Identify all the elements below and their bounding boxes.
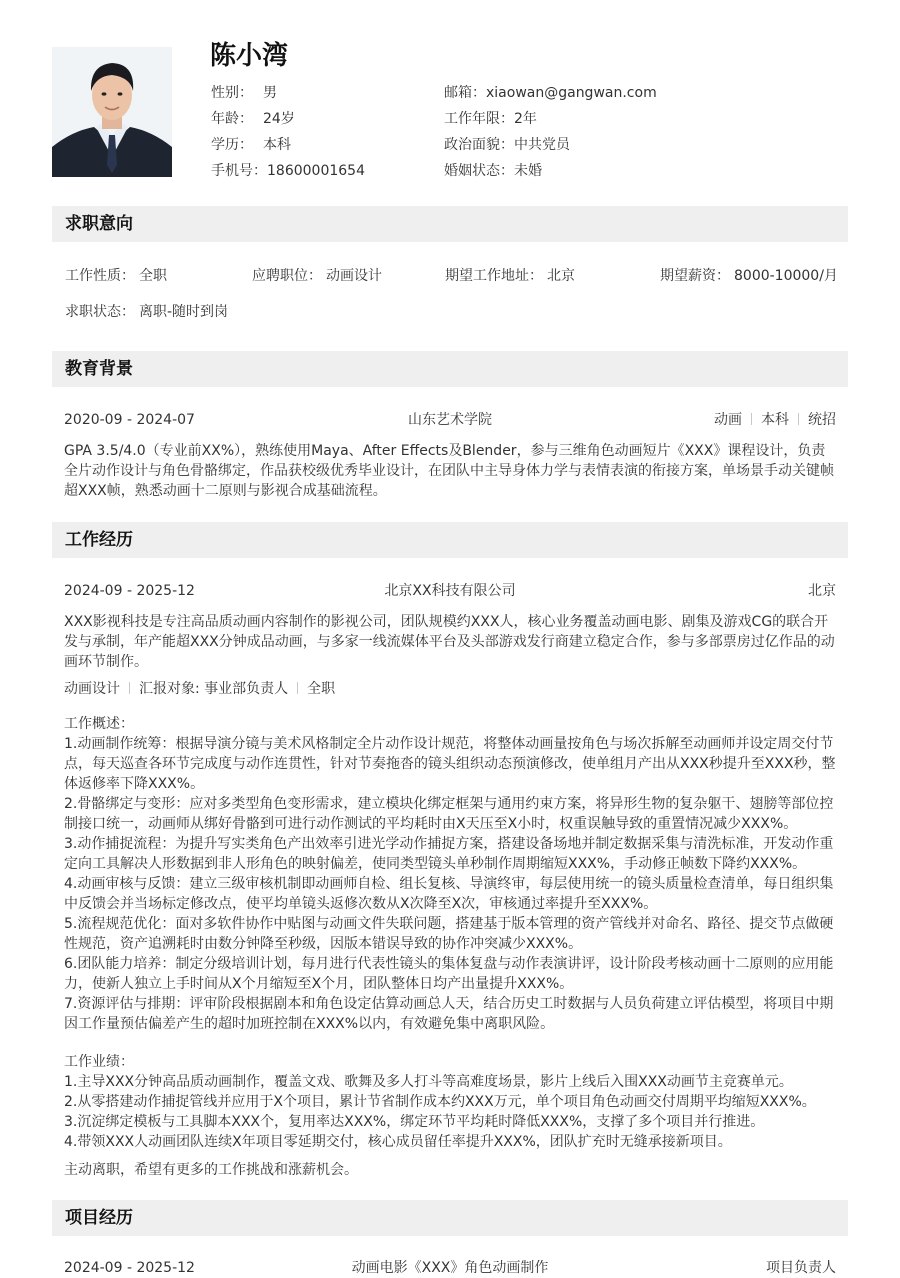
work-years-value: 2年 <box>514 111 537 127</box>
avatar-photo <box>52 47 172 177</box>
achievement-item: 2.从零搭建动作捕捉管线并应用于X个项目，累计节省制作成本约XXX万元，单个项目角色动画交付周期平均缩短XXX%。 <box>64 1094 816 1110</box>
position-value: 动画设计 <box>326 268 382 284</box>
education-level-value: 本科 <box>263 137 291 153</box>
section-title: 工作经历 <box>65 530 133 550</box>
job-status-label: 求职状态： <box>65 304 135 320</box>
school-name: 山东艺术学院 <box>408 412 492 428</box>
work-overview <box>64 714 836 1034</box>
phone-row <box>211 161 365 181</box>
leave-reason: 主动离职，希望有更多的工作挑战和涨薪机会。 <box>64 1162 358 1178</box>
achievement-item: 4.带领XXX人动画团队连续X年项目零延期交付，核心成员留任率提升XXX%，团队扩充时无缝承接新项目。 <box>64 1134 732 1150</box>
age-row <box>211 109 295 129</box>
gender-row <box>211 83 277 103</box>
section-project-header <box>52 1200 848 1236</box>
phone-label: 手机号： <box>211 163 267 179</box>
work-type: 全职 <box>307 681 336 697</box>
work-years-label: 工作年限： <box>444 111 514 127</box>
project-period: 2024-09 - 2025-12 <box>64 1260 195 1276</box>
overview-item: 7.资源评估与排期：评审阶段根据剧本和角色设定估算动画总人天，结合历史工时数据与人员负荷建立评估模型，将项目中期因工作量预估偏差产生的超时加班控制在XXX%以内，有效避免集中离职风险。 <box>64 996 834 1032</box>
overview-item: 1.动画制作统筹：根据导演分镜与美术风格制定全片动作设计规范，将整体动画量按角色与场次拆解至动画师并设定周交付节点，每天巡查各环节完成度与动作连贯性，针对节奏拖沓的镜头组织动态预演修改，使单组月产出从XXX秒提升至XXX秒，整体返修率下降XXX%。 <box>64 736 836 792</box>
gender-label: 性别： <box>211 85 253 101</box>
education-period: 2020-09 - 2024-07 <box>64 412 195 428</box>
major: 动画 <box>714 412 742 428</box>
email-label: 邮箱： <box>444 85 486 101</box>
email-value[interactable]: xiaowan@gangwan.com <box>486 85 657 101</box>
work-period: 2024-09 - 2025-12 <box>64 583 195 599</box>
salary-value: 8000-10000/月 <box>734 268 838 284</box>
marital-value: 未婚 <box>514 163 542 179</box>
job-status-value: 离职-随时到岗 <box>139 304 229 320</box>
phone-value: 18600001654 <box>267 163 365 179</box>
avatar-illustration <box>52 47 172 177</box>
position-row <box>252 266 382 286</box>
work-city: 北京 <box>808 583 836 599</box>
job-type-row <box>65 266 167 286</box>
politics-value: 中共党员 <box>514 137 570 153</box>
location-value: 北京 <box>547 268 575 284</box>
age-label: 年龄： <box>211 111 253 127</box>
location-row <box>445 266 575 286</box>
marital-label: 婚姻状态： <box>444 163 514 179</box>
salary-label: 期望薪资： <box>660 268 730 284</box>
degree: 本科 <box>761 412 789 428</box>
section-job-intent-header <box>52 206 848 242</box>
salary-row <box>660 266 838 286</box>
politics-row <box>444 135 570 155</box>
achievements-title: 工作业绩： <box>64 1054 134 1070</box>
section-title: 项目经历 <box>65 1208 133 1228</box>
overview-item: 3.动作捕捉流程：为提升写实类角色产出效率引进光学动作捕捉方案，搭建设备场地并制定数据采集与清洗标准，开发动作重定向工具解决人形数据到非人形角色的映射偏差，使同类型镜头单秒制作周期缩短XXX%，手动修正帧数下降约XXX%。 <box>64 836 834 872</box>
age-value: 24岁 <box>263 111 295 127</box>
job-status-row <box>65 302 228 322</box>
section-education-header <box>52 351 848 387</box>
section-work-header <box>52 522 848 558</box>
job-type-value: 全职 <box>139 268 167 284</box>
job-type-label: 工作性质： <box>65 268 135 284</box>
project-name: 动画电影《XXX》角色动画制作 <box>351 1260 549 1276</box>
achievement-item: 1.主导XXX分钟高品质动画制作，覆盖文戏、歌舞及多人打斗等高难度场景，影片上线后入围XXX动画节主竞赛单元。 <box>64 1074 793 1090</box>
divider <box>798 413 799 425</box>
marital-row <box>444 161 542 181</box>
company-name: 北京XX科技有限公司 <box>384 583 516 599</box>
report-to: 汇报对象: 事业部负责人 <box>139 681 289 697</box>
section-title: 教育背景 <box>65 359 133 379</box>
education-level-label: 学历： <box>211 137 253 153</box>
project-role: 项目负责人 <box>766 1260 836 1276</box>
divider <box>129 682 130 694</box>
work-years-row <box>444 109 537 129</box>
location-label: 期望工作地址： <box>445 268 543 284</box>
enrollment-mode: 统招 <box>808 412 836 428</box>
education-description: GPA 3.5/4.0（专业前XX%），熟练使用Maya、After Effects及Blender，参与三维角色动画短片《XXX》课程设计，负责全片动作设计与角色骨骼绑定，作品获校级优秀毕业设计，在团队中主导身体力学与表情表演的衔接方案，单场景手动关键帧超XXX帧，熟悉动画十二原则与影视合成基础流程。 <box>64 443 834 499</box>
work-role: 动画设计 <box>64 681 120 697</box>
gender-value: 男 <box>263 85 277 101</box>
section-title: 求职意向 <box>65 214 133 234</box>
overview-item: 5.流程规范优化：面对多软件协作中贴图与动画文件失联问题，搭建基于版本管理的资产管线并对命名、路径、提交节点做硬性规范，资产追溯耗时由数分钟降至秒级，因版本错误导致的协作冲突减少XXX%。 <box>64 916 834 952</box>
overview-title: 工作概述： <box>64 716 134 732</box>
work-tags <box>64 679 335 699</box>
politics-label: 政治面貌： <box>444 137 514 153</box>
email-row <box>444 83 657 103</box>
divider <box>751 413 752 425</box>
divider <box>297 682 298 694</box>
position-label: 应聘职位： <box>252 268 322 284</box>
work-achievements <box>64 1052 836 1152</box>
overview-item: 4.动画审核与反馈：建立三级审核机制即动画师自检、组长复核、导演终审，每层使用统一的镜头质量检查清单，每日组织集中反馈会并当场标定修改点，使平均单镜头返修次数从X次降至X次，审核通过率提升至XXX%。 <box>64 876 834 912</box>
company-description: XXX影视科技是专注高品质动画内容制作的影视公司，团队规模约XXX人，核心业务覆盖动画电影、剧集及游戏CG的联合开发与承制，年产能超XXX分钟成品动画，与多家一线流媒体平台及头部游戏发行商建立稳定合作，参与多部票房过亿作品的动画环节制作。 <box>64 614 835 670</box>
overview-item: 2.骨骼绑定与变形：应对多类型角色变形需求，建立模块化绑定框架与通用约束方案，将异形生物的复杂躯干、翅膀等部位控制接口统一，动画师从绑好骨骼到可进行动作测试的平均耗时由X天压至X小时，权重误触导致的重置情况减少XXX%。 <box>64 796 834 832</box>
overview-item: 6.团队能力培养：制定分级培训计划，每月进行代表性镜头的集体复盘与动作表演讲评，设计阶段考核动画十二原则的应用能力，使新人独立上手时间从X个月缩短至X个月，团队整体日均产出量提升XXX%。 <box>64 956 834 992</box>
candidate-name: 陈小湾 <box>210 41 289 71</box>
education-tags <box>600 410 836 430</box>
achievement-item: 3.沉淀绑定模板与工具脚本XXX个，复用率达XXX%，绑定环节平均耗时降低XXX%，支撑了多个项目并行推进。 <box>64 1114 765 1130</box>
education-level-row <box>211 135 291 155</box>
